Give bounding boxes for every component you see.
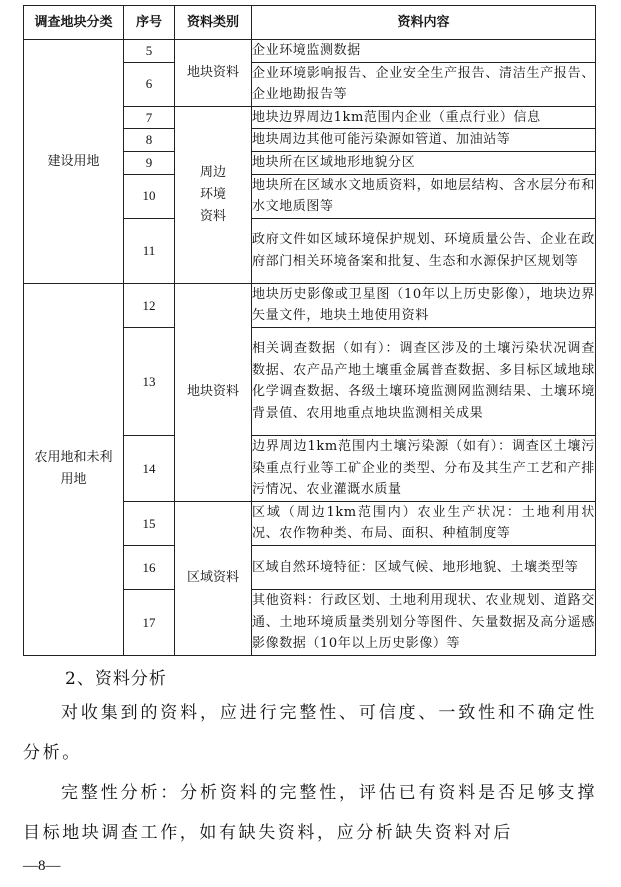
row-number: 13	[124, 327, 175, 435]
content-cell: 其他资料：行政区划、土地利用现状、农业规划、道路交通、土地环境质量类别划分等图件、矢量数据及高分遥感影像数据（10年以上历史影像）等	[252, 589, 596, 655]
header-number: 序号	[124, 6, 175, 40]
body-paragraph: 对收集到的资料，应进行完整性、可信度、一致性和不确定性分析。	[23, 703, 597, 763]
body-paragraph: 完整性分析：分析资料的完整性，评估已有资料是否足够支撑目标地块调查工作，如有缺失资料，应分析缺失资料对后	[23, 783, 597, 843]
data-type-cell: 地块资料	[175, 283, 252, 501]
table-header-row	[24, 6, 596, 40]
header-data-type: 资料类别	[175, 6, 252, 40]
row-number: 5	[124, 40, 175, 63]
data-type-cell: 地块资料	[175, 40, 252, 107]
content-cell: 相关调查数据（如有）：调查区涉及的土壤污染状况调查数据、农产品产地土壤重金属普查数据、多目标区域地球化学调查数据、各级土壤环境监测网监测结果、土壤环境背景值、农用地重点地块监测相关成果	[252, 327, 596, 435]
content-cell: 边界周边1km范围内土壤污染源（如有）：调查区土壤污染重点行业等工矿企业的类型、分布及其生产工艺和产排污情况、农业灌溉水质量	[252, 435, 596, 501]
data-type-cell: 区域资料	[175, 501, 252, 655]
table-row	[24, 283, 596, 327]
section-title: 2、资料分析	[65, 669, 167, 689]
content-cell: 地块所在区域水文地质资料，如地层结构、含水层分布和水文地质图等	[252, 174, 596, 218]
category-cell	[24, 283, 124, 655]
row-number: 10	[124, 174, 175, 218]
header-data-content: 资料内容	[252, 6, 596, 40]
category-text: 农用地和未利用地	[34, 450, 113, 488]
content-cell: 区域自然环境特征：区域气候、地形地貌、土壤类型等	[252, 545, 596, 589]
content-cell: 企业环境影响报告、企业安全生产报告、清洁生产报告、企业地勘报告等	[252, 62, 596, 106]
row-number: 16	[124, 545, 175, 589]
category-cell: 建设用地	[24, 40, 124, 284]
row-number: 17	[124, 589, 175, 655]
row-number: 8	[124, 129, 175, 152]
row-number: 14	[124, 435, 175, 501]
content-cell: 地块所在区域地形地貌分区	[252, 151, 596, 174]
row-number: 6	[124, 62, 175, 106]
content-cell: 地块边界周边1km范围内企业（重点行业）信息	[252, 106, 596, 129]
row-number: 15	[124, 501, 175, 545]
content-cell: 企业环境监测数据	[252, 40, 596, 63]
row-number: 7	[124, 106, 175, 129]
data-inventory-table	[23, 5, 596, 656]
header-category: 调查地块分类	[24, 6, 124, 40]
row-number: 9	[124, 151, 175, 174]
content-cell: 政府文件如区域环境保护规划、环境质量公告、企业在政府部门相关环境备案和批复、生态和水源保护区规划等	[252, 218, 596, 283]
table-row	[24, 40, 596, 63]
content-cell: 地块历史影像或卫星图（10年以上历史影像），地块边界矢量文件，地块土地使用资料	[252, 283, 596, 327]
content-cell: 地块周边其他可能污染源如管道、加油站等	[252, 129, 596, 152]
content-cell: 区域（周边1km范围内）农业生产状况：土地利用状况、农作物种类、布局、面积、种植制度等	[252, 501, 596, 545]
page-number: —8—	[23, 858, 61, 874]
row-number: 11	[124, 218, 175, 283]
data-type-cell	[175, 106, 252, 283]
data-type-text: 周边环境资料	[199, 164, 226, 224]
row-number: 12	[124, 283, 175, 327]
